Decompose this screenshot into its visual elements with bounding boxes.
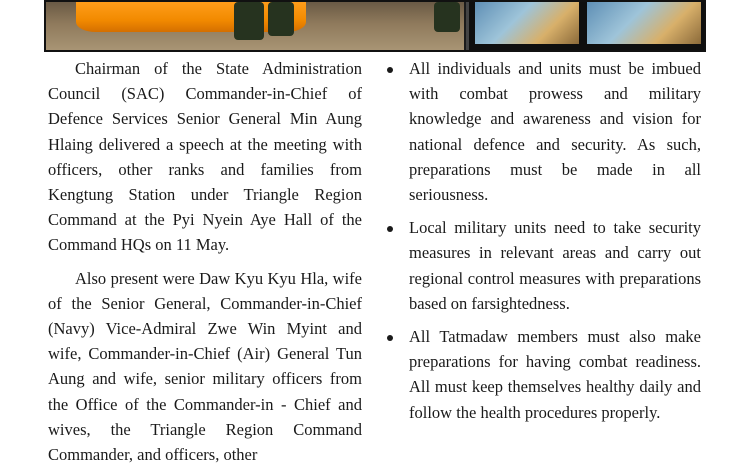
screen-panel-right: [587, 2, 701, 44]
list-item: [385, 56, 701, 207]
article-paragraph: Chairman of the State Administration Council (SAC) Commander-in-Chief of Defence Services Senior General Min Aung Hlaing delivered a speech at the meeting with officers, other ranks and families from Kengtung Station under Triangle Region Command at the Pyi Nyein Aye Hall of the Command HQs on 11 May.: [48, 59, 362, 255]
bullet-text: Local military units need to take security measures in relevant areas and carry out regional control measures with preparations based on farsightedness.: [409, 218, 701, 313]
screen-panel-left: [475, 2, 579, 44]
display-screen: [466, 2, 706, 50]
bullet-icon: [387, 67, 393, 73]
list-item: [385, 324, 701, 425]
event-photo: [44, 0, 706, 52]
list-item: [385, 215, 701, 316]
bullet-list: [385, 56, 701, 425]
bullet-icon: [387, 335, 393, 341]
bullet-icon: [387, 226, 393, 232]
bullet-text: All individuals and units must be imbued with combat prowess and military knowledge and awareness and vision for national defence and security. As such, preparations must be made in all seriousness.: [409, 59, 701, 205]
left-column: [48, 56, 362, 475]
bullet-text: All Tatmadaw members must also make preparations for having combat readiness. All must keep themselves healthy daily and follow the health procedures properly.: [409, 327, 701, 422]
right-column: [385, 56, 701, 433]
person-figure: [434, 2, 460, 32]
person-figure: [234, 2, 264, 40]
person-figure: [268, 2, 294, 36]
article-paragraph: Also present were Daw Kyu Kyu Hla, wife of the Senior General, Commander-in-Chief (Navy) Vice-Admiral Zwe Win Myint and wife, Commander-in-Chief (Air) General Tun Aung and wife, senior military officers from the Office of the Commander-in - Chief and wives, the Triangle Region Command Commander, and officers, other: [48, 268, 362, 465]
